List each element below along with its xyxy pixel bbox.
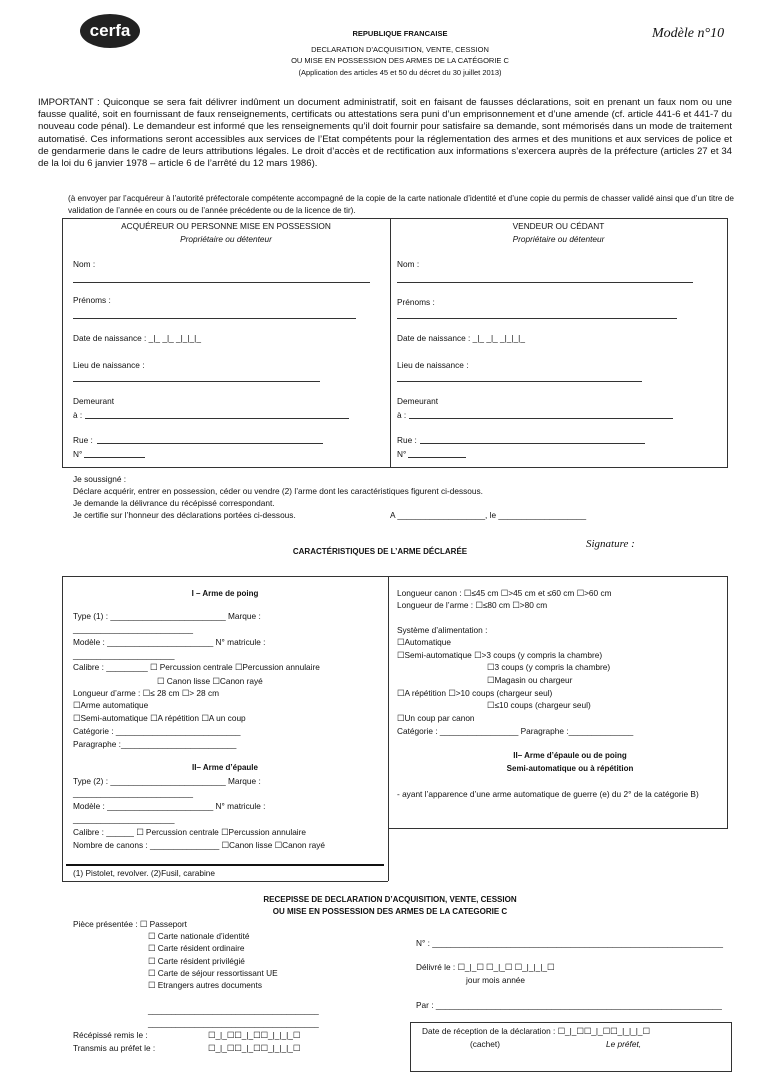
vend-demeurant: Demeurant xyxy=(397,396,439,406)
epaule-modele-2[interactable]: ______________________ xyxy=(73,814,175,824)
vend-nom-label: Nom : xyxy=(397,259,420,269)
decl-line-4: Je certifie sur l’honneur des déclarations portées ci-dessous. xyxy=(73,510,296,520)
acq-a-label: à : xyxy=(73,410,83,420)
systeme-label: Système d’alimentation : xyxy=(397,625,488,635)
model-number: Modèle n°10 xyxy=(652,26,725,41)
transmis-date[interactable]: ☐_|_☐☐_|_☐☐_|_|_|_☐ xyxy=(208,1043,301,1053)
poing-longueur[interactable]: Longueur d’arme : ☐≤ 28 cm ☐> 28 cm xyxy=(73,688,220,698)
vend-lieu-field[interactable] xyxy=(397,381,642,382)
poing-type[interactable]: Type (1) : _________________________ Marque : xyxy=(73,611,261,621)
piece-cni[interactable]: ☐ Carte nationale d’identité xyxy=(148,931,250,941)
epaule-type-2[interactable]: __________________________ xyxy=(73,788,193,798)
poing-paragraphe[interactable]: Paragraphe :_________________________ xyxy=(73,739,237,749)
piece-blank-1[interactable]: _____________________________________ xyxy=(148,1005,319,1015)
vend-num-label: N° xyxy=(397,449,407,459)
acq-num-field[interactable] xyxy=(84,457,145,458)
epaule-calibre[interactable]: Calibre : ______ ☐ Percussion centrale ☐Percussion annulaire xyxy=(73,827,307,837)
piece-sejour-ue[interactable]: ☐ Carte de séjour ressortissant UE xyxy=(148,968,278,978)
longueur-canon[interactable]: Longueur canon : ☐≤45 cm ☐>45 cm et ≤60 cm ☐>60 cm xyxy=(397,588,612,598)
ii-title-1: II– Arme d’épaule ou de poing xyxy=(513,751,627,760)
acq-lieu-label: Lieu de naissance : xyxy=(73,360,145,370)
poing-categorie[interactable]: Catégorie : ___________________________ xyxy=(73,726,241,736)
apparence-note: - ayant l’apparence d’une arme automatique de guerre (e) du 2° de la catégorie B) xyxy=(397,789,699,799)
acq-dob[interactable]: Date de naissance : _|_ _|_ _|_|_|_ xyxy=(73,333,201,343)
arme-poing-title: I – Arme de poing xyxy=(191,589,259,598)
acquereur-title: ACQUÉREUR OU PERSONNE MISE EN POSSESSION xyxy=(121,221,331,231)
acq-prenoms-field[interactable] xyxy=(73,318,356,319)
important-notice: IMPORTANT : Quiconque se sera fait délivrer indûment un document administratif, soit en faisant de fausses déclarations, soit en prenant un faux nom ou une fausse qualité, soit en fournissant de faux renseignements, certificats ou attestations sera puni d’un emprisonnement et d’une amende (cf. article 441-6 et 441-7 du nouveau code pénal). Le demandeur est informé que les renseignements qu’il doit fournir pour satisfaire sa demande, sont mémorisés dans un mode de traitement automatisé. Ces informations seront accessibles aux services de l’Etat compétents pour la réglementation des armes et des munitions et aux services de police et de gendarmerie dans le cadre de leurs attributions légales. Le droit d’accès et de rectification aux informations s’exercera auprès de la préfecture (articles 27 et 34 de la loi du 6 janvier 1978 – article 6 de l’arrêté du 12 mars 1986). xyxy=(38,97,732,170)
poing-canon[interactable]: ☐ Canon lisse ☐Canon rayé xyxy=(157,676,263,686)
sys-automatique[interactable]: ☐Automatique xyxy=(397,637,452,647)
remis-date[interactable]: ☐_|_☐☐_|_☐☐_|_|_|_☐ xyxy=(208,1030,301,1040)
acq-demeurant: Demeurant xyxy=(73,396,115,406)
piece-resident-privilegie[interactable]: ☐ Carte résident privilégié xyxy=(148,956,245,966)
footnotes: (1) Pistolet, revolver. (2)Fusil, carabine xyxy=(73,868,216,878)
vendeur-subtitle: Propriétaire ou détenteur xyxy=(512,234,605,244)
vend-prenoms-field[interactable] xyxy=(397,318,677,319)
poing-modele[interactable]: Modèle : _______________________ N° matricule : xyxy=(73,637,266,647)
sys-semi[interactable]: ☐Semi-automatique ☐>3 coups (y compris la chambre) xyxy=(397,650,603,660)
sys-semi-3[interactable]: ☐Magasin ou chargeur xyxy=(487,675,573,685)
acq-nom-label: Nom : xyxy=(73,259,96,269)
arme-epaule-title: II– Arme d’épaule xyxy=(192,763,258,772)
poing-type-2[interactable]: __________________________ xyxy=(73,624,193,634)
decl-line-2: Déclare acquérir, entrer en possession, céder ou vendre (2) l’arme dont les caractéristiques figurent ci-dessous. xyxy=(73,486,483,496)
acq-nom-field[interactable] xyxy=(73,282,370,283)
acq-rue-field[interactable] xyxy=(97,443,323,444)
piece-blank-2[interactable]: _____________________________________ xyxy=(148,1018,319,1028)
ii-title-2: Semi-automatique ou à répétition xyxy=(506,764,634,773)
transmis-label: Transmis au préfet le : xyxy=(73,1043,156,1053)
recepisse-title-1: RECEPISSE DE DECLARATION D’ACQUISITION, VENTE, CESSION xyxy=(263,895,517,904)
vend-a-label: à : xyxy=(397,410,407,420)
poing-calibre[interactable]: Calibre : _________ ☐ Percussion centrale ☐Percussion annulaire xyxy=(73,662,320,672)
acq-lieu-field[interactable] xyxy=(73,381,320,382)
decl-a-le[interactable]: A ___________________, le ___________________ xyxy=(390,510,587,520)
cerfa-logo: cerfa xyxy=(80,14,140,48)
recepisse-numero[interactable]: N° : _______________________________________________________________ xyxy=(416,938,723,948)
reception-date[interactable]: Date de réception de la déclaration : ☐_|_☐☐_|_☐☐_|_|_|_☐ xyxy=(422,1026,650,1036)
title-line-1: DECLARATION D’ACQUISITION, VENTE, CESSION xyxy=(311,45,489,54)
vend-lieu-label: Lieu de naissance : xyxy=(397,360,469,370)
signature-label: Signature : xyxy=(586,538,635,550)
sys-repetition[interactable]: ☐A répétition ☐>10 coups (chargeur seul) xyxy=(397,688,553,698)
envoy-note: (à envoyer par l’acquéreur à l’autorité préfectorale compétente accompagné de la copie de la carte nationale d’identité et d’une copie du permis de chasser validé ainsi que d’un titre de validation de l’année en cours ou de l’année précédente ou de la licence de tir). xyxy=(68,194,734,215)
piece-presentee[interactable]: Pièce présentée : ☐ Passeport xyxy=(73,919,187,929)
vend-nom-field[interactable] xyxy=(397,282,693,283)
vend-rue-label: Rue : xyxy=(397,435,417,445)
prefet-label: Le préfet, xyxy=(606,1039,642,1049)
vend-rue-field[interactable] xyxy=(420,443,645,444)
recepisse-title-2: OU MISE EN POSSESSION DES ARMES DE LA CATEGORIE C xyxy=(272,907,508,916)
acq-num-label: N° xyxy=(73,449,83,459)
poing-auto[interactable]: ☐Arme automatique xyxy=(73,700,149,710)
sys-un-coup[interactable]: ☐Un coup par canon xyxy=(397,713,475,723)
sys-repetition-2[interactable]: ☐≤10 coups (chargeur seul) xyxy=(487,700,591,710)
vend-a-field[interactable] xyxy=(409,418,673,419)
piece-resident-ordinaire[interactable]: ☐ Carte résident ordinaire xyxy=(148,943,245,953)
acq-rue-label: Rue : xyxy=(73,435,93,445)
decl-line-1: Je soussigné : xyxy=(73,474,127,484)
acq-a-field[interactable] xyxy=(85,418,349,419)
remis-label: Récépissé remis le : xyxy=(73,1030,148,1040)
poing-modele-2[interactable]: ______________________ xyxy=(73,650,175,660)
vend-num-field[interactable] xyxy=(408,457,466,458)
cachet-label: (cachet) xyxy=(470,1039,500,1049)
republic-title: REPUBLIQUE FRANCAISE xyxy=(352,29,448,38)
right-categorie[interactable]: Catégorie : _________________ Paragraphe :______________ xyxy=(397,726,634,736)
delivre-legend: jour mois année xyxy=(466,975,526,985)
title-line-2: OU MISE EN POSSESSION DES ARMES DE LA CATÉGORIE C xyxy=(291,56,509,65)
sys-semi-2[interactable]: ☐3 coups (y compris la chambre) xyxy=(487,662,611,672)
epaule-type[interactable]: Type (2) : _________________________ Marque : xyxy=(73,776,261,786)
piece-etrangers[interactable]: ☐ Etrangers autres documents xyxy=(148,980,262,990)
epaule-modele[interactable]: Modèle : _______________________ N° matricule : xyxy=(73,801,266,811)
longueur-arme[interactable]: Longueur de l’arme : ☐≤80 cm ☐>80 cm xyxy=(397,600,548,610)
poing-semi[interactable]: ☐Semi-automatique ☐A répétition ☐A un coup xyxy=(73,713,246,723)
vendeur-title: VENDEUR OU CÉDANT xyxy=(512,221,605,231)
vend-prenoms-label: Prénoms : xyxy=(397,297,435,307)
epaule-canons[interactable]: Nombre de canons : _______________ ☐Canon lisse ☐Canon rayé xyxy=(73,840,325,850)
acquereur-subtitle: Propriétaire ou détenteur xyxy=(180,234,272,244)
acq-prenoms-label: Prénoms : xyxy=(73,295,111,305)
delivre-le[interactable]: Délivré le : ☐_|_☐ ☐_|_☐ ☐_|_|_|_☐ xyxy=(416,962,555,972)
recepisse-par[interactable]: Par : ______________________________________________________________ xyxy=(416,1000,722,1010)
decl-line-3: Je demande la délivrance du récépissé correspondant. xyxy=(73,498,275,508)
vend-dob[interactable]: Date de naissance : _|_ _|_ _|_|_|_ xyxy=(397,333,525,343)
carac-title: CARACTÉRISTIQUES DE L’ARME DÉCLARÉE xyxy=(292,547,468,556)
title-line-3: (Application des articles 45 et 50 du décret du 30 juillet 2013) xyxy=(298,68,502,77)
